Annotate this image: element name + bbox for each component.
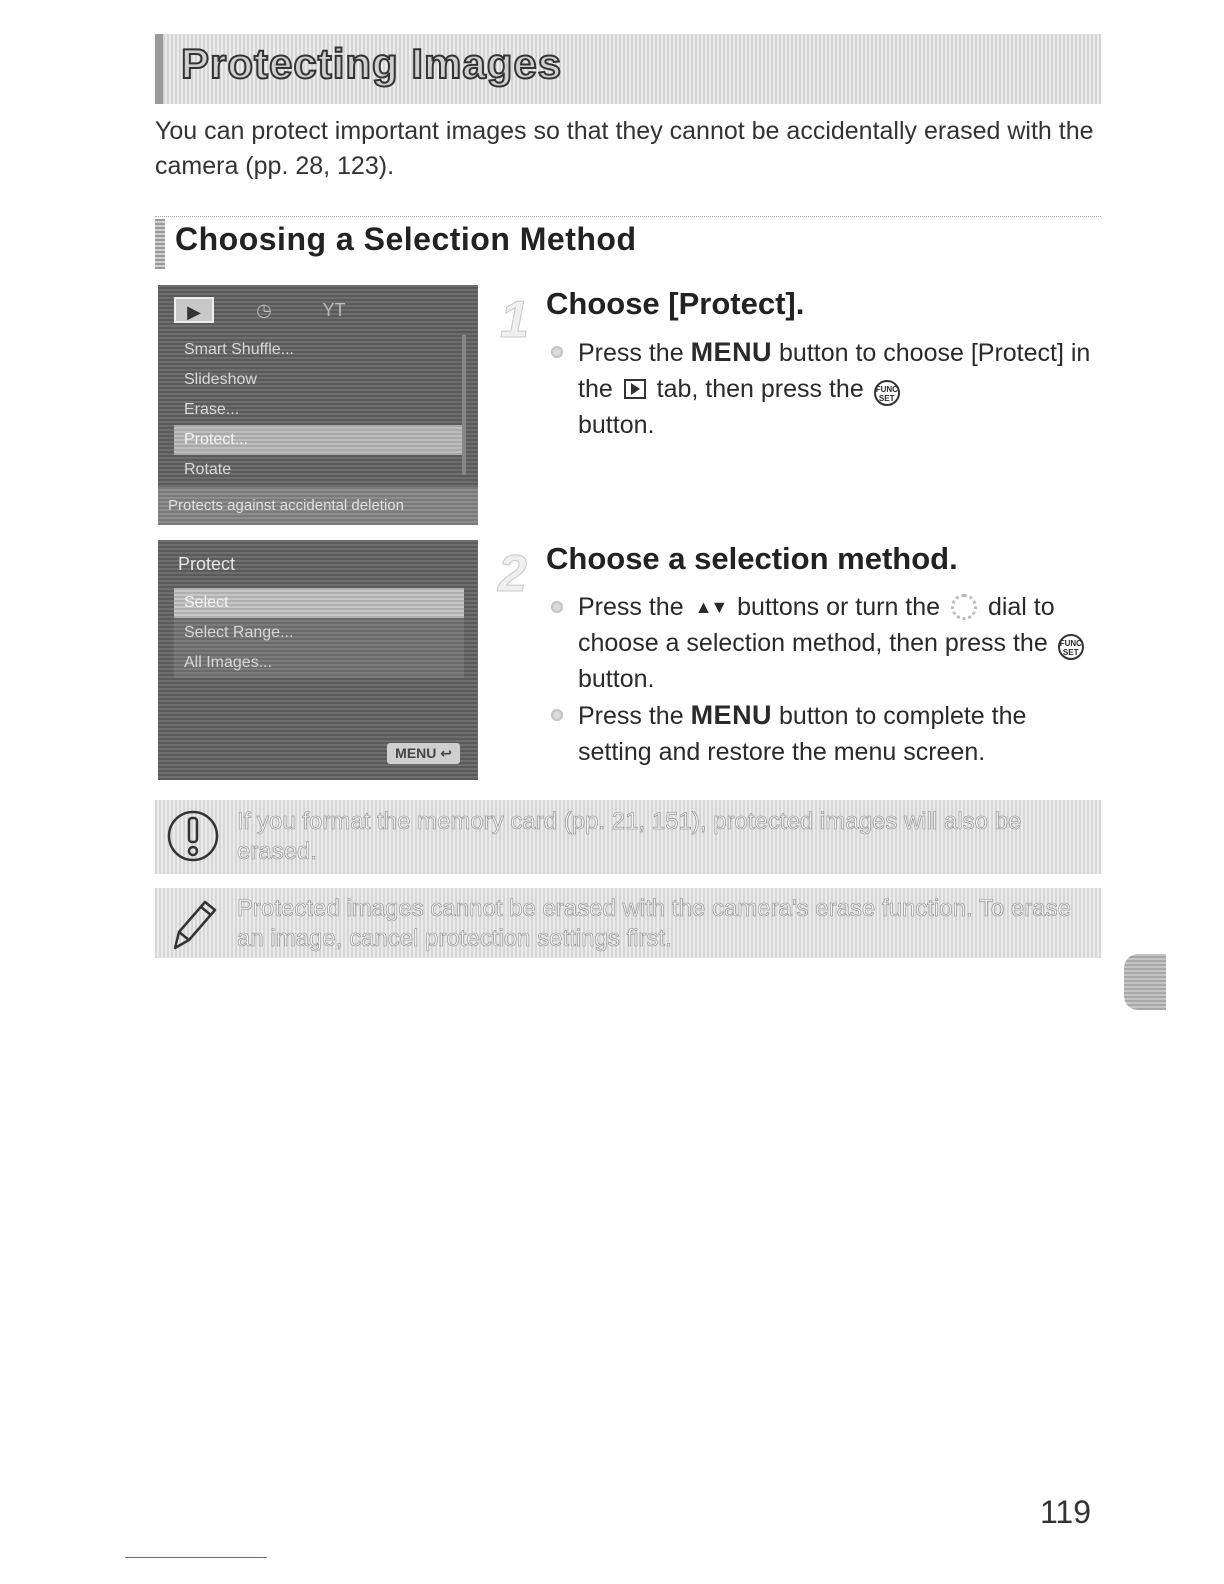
intro-text: You can protect important images so that they cannot be accidentally erased with the camera (pp. 28, 123).	[155, 117, 1094, 180]
section-marker	[155, 219, 165, 269]
camera-screen-protect-menu	[158, 540, 478, 780]
step-2-body	[546, 589, 1106, 770]
chapter-side-tab	[1124, 954, 1166, 1010]
title-bar	[155, 34, 1101, 104]
page-number: 119	[1040, 1494, 1092, 1530]
menu-tabs	[174, 297, 354, 323]
camera-screen-playback-menu	[158, 285, 478, 525]
print-tab-icon: ◷	[256, 300, 272, 320]
menu-item-select: Select	[174, 588, 464, 618]
menu-item-smart-shuffle: Smart Shuffle...	[184, 341, 294, 358]
control-dial-icon	[951, 594, 977, 620]
menu-item-rotate: Rotate	[184, 461, 232, 478]
step-2-bullet-2: Press the MENU button to complete the setting and restore the menu screen.	[546, 697, 1106, 770]
menu-hint: Protects against accidental deletion	[158, 487, 478, 525]
protect-menu-list	[174, 588, 464, 678]
settings-tab-icon: YT	[322, 300, 346, 320]
step-2-title: Choose a selection method.	[546, 541, 958, 576]
step-2-bullet-1: Press the ▲▼ buttons or turn the dial to choose a selection method, then press the FUNC SET button.	[546, 589, 1106, 697]
step-1-body	[546, 334, 1106, 443]
playback-tab-icon	[624, 379, 646, 399]
playback-menu-list	[174, 335, 464, 485]
menu-button-icon: MENU	[690, 337, 773, 367]
section-heading: Choosing a Selection Method	[175, 221, 637, 257]
step-1-bullet: Press the MENU button to choose [Protect] in the tab, then press the FUNC SET button.	[546, 334, 1106, 443]
section-heading-bar	[155, 216, 1101, 268]
page-title: Protecting Images	[181, 40, 563, 87]
menu-scrollbar	[462, 335, 466, 475]
pencil-icon	[165, 894, 221, 954]
caution-text: If you format the memory card (pp. 21, 151), protected images will also be erased.	[237, 808, 1022, 865]
step-1-number: 1	[500, 291, 529, 349]
caution-note	[155, 800, 1101, 874]
up-down-buttons-icon: ▲▼	[694, 597, 727, 617]
menu-item-select-range: Select Range...	[174, 618, 464, 648]
menu-back-icon: MENU ↩	[387, 743, 460, 764]
menu-button-icon: MENU	[690, 700, 773, 730]
playback-tab-icon: ▶	[174, 297, 214, 323]
menu-item-slideshow: Slideshow	[184, 371, 257, 388]
caution-icon	[165, 806, 221, 866]
step-2-number: 2	[498, 545, 527, 603]
protect-menu-title: Protect	[178, 554, 236, 574]
footer-line	[125, 1557, 267, 1558]
func-set-button-icon: FUNC SET	[874, 380, 900, 406]
func-set-button-icon: FUNC SET	[1058, 634, 1084, 660]
menu-item-all-images: All Images...	[174, 648, 464, 678]
memo-text: Protected images cannot be erased with the camera's erase function. To erase an image, cancel protection settings first.	[237, 895, 1071, 952]
menu-item-protect: Protect...	[174, 425, 464, 455]
memo-note	[155, 888, 1101, 958]
menu-item-erase: Erase...	[184, 401, 240, 418]
step-1-title: Choose [Protect].	[546, 286, 805, 321]
